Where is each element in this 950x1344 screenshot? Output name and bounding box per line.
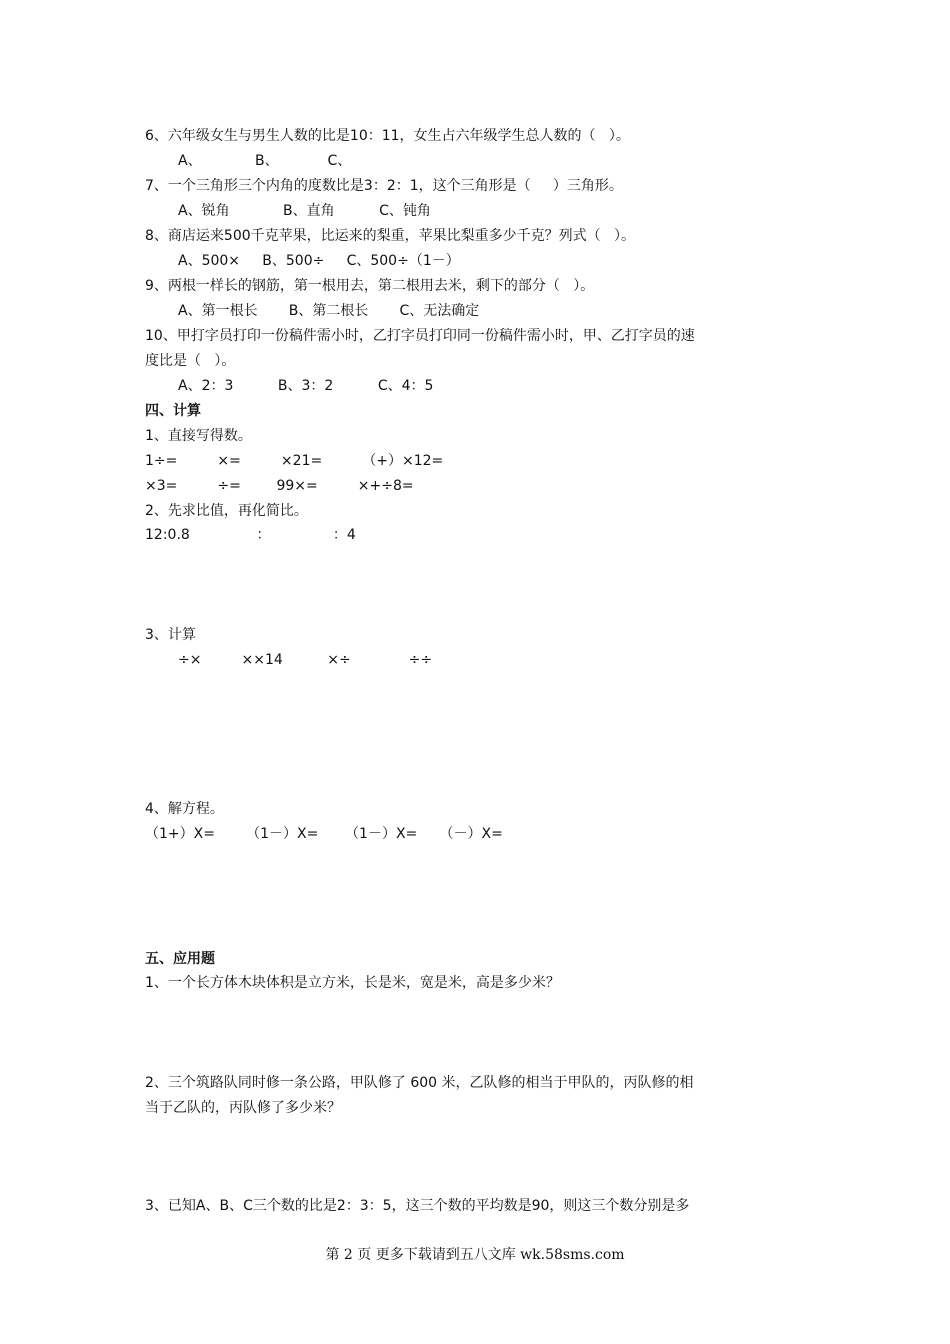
question-10-options: A、2：3 B、3：2 C、4：5 xyxy=(178,378,434,394)
question-7: 7、一个三角形三个内角的度数比是3：2：1，这个三角形是（ ）三角形。 xyxy=(145,178,623,194)
question-6-options: A、 B、 C、 xyxy=(178,153,352,169)
section-4-item-1: 1、直接写得数。 xyxy=(145,428,252,444)
question-9: 9、两根一样长的钢筋，第一根用去，第二根用去米，剩下的部分（ ）。 xyxy=(145,278,595,294)
section-5-item-3: 3、已知A、B、C三个数的比是2：3：5，这三个数的平均数是90，则这三个数分别是多 xyxy=(145,1198,690,1214)
section-4-item-4-row: （1+）X= （1－）X= （1－）X= （－）X= xyxy=(145,826,503,842)
question-6: 6、六年级女生与男生人数的比是10：11，女生占六年级学生总人数的（ ）。 xyxy=(145,128,630,144)
section-4-heading: 四、计算 xyxy=(145,403,201,419)
section-5-heading: 五、应用题 xyxy=(145,951,215,967)
page-footer: 第 2 页 更多下载请到五八文库 wk.58sms.com xyxy=(325,1247,625,1263)
question-10-line-2: 度比是（ ）。 xyxy=(145,353,236,369)
section-4-item-2: 2、先求比值，再化简比。 xyxy=(145,503,308,519)
question-8-options: A、500× B、500÷ C、500÷（1－） xyxy=(178,253,460,269)
section-5-item-2-line-1: 2、三个筑路队同时修一条公路，甲队修了 600 米，乙队修的相当于甲队的，丙队修的相 xyxy=(145,1075,694,1091)
question-10-line-1: 10、甲打字员打印一份稿件需小时，乙打字员打印同一份稿件需小时，甲、乙打字员的速 xyxy=(145,328,695,344)
question-9-options: A、第一根长 B、第二根长 C、无法确定 xyxy=(178,303,480,319)
section-4-item-1-row-2: ×3= ÷= 99×= ×+÷8= xyxy=(145,478,414,494)
section-4-item-4: 4、解方程。 xyxy=(145,801,224,817)
question-8: 8、商店运来500千克苹果，比运来的梨重，苹果比梨重多少千克？列式（ ）。 xyxy=(145,228,635,244)
question-7-options: A、锐角 B、直角 C、钝角 xyxy=(178,203,431,219)
section-4-item-1-row-1: 1÷= ×= ×21= （+）×12= xyxy=(145,453,444,469)
section-4-item-2-row: 12:0.8 ： ：4 xyxy=(145,527,356,543)
section-4-item-3-row: ÷× ××14 ×÷ ÷÷ xyxy=(178,652,433,668)
section-5-item-1: 1、一个长方体木块体积是立方米，长是米，宽是米，高是多少米？ xyxy=(145,975,560,991)
section-5-item-2-line-2: 当于乙队的，丙队修了多少米？ xyxy=(145,1100,341,1116)
section-4-item-3: 3、计算 xyxy=(145,627,196,643)
